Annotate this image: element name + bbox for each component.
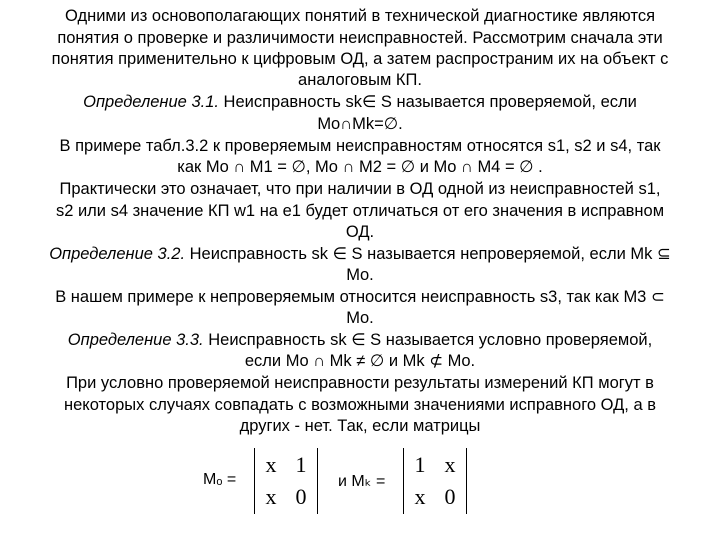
matrix-cell: 1	[414, 452, 426, 477]
mk-matrix	[403, 448, 467, 514]
mo-label: Mₒ =	[203, 471, 237, 488]
text-line: Mo∩Mk=∅.	[317, 115, 403, 133]
mk-label: и Mₖ =	[338, 473, 386, 490]
definition-title: Определение 3.1.	[83, 93, 219, 111]
matrix-cell: x	[414, 484, 426, 509]
text-line: понятия применительно к цифровым ОД, а затем распространим их на объект с	[51, 50, 669, 68]
definition-title: Определение 3.2.	[49, 245, 186, 263]
definition-text: Неисправность sk ∈ S называется условно проверяемой,	[203, 331, 653, 349]
text-line: s2 или s4 значение КП w1 на e1 будет отличаться от его значения в исправном	[55, 202, 665, 220]
text-line: В примере табл.3.2 к проверяемым неисправностям относятся s1, s2 и s4, так	[59, 137, 661, 155]
text-line: Mo.	[346, 266, 374, 284]
text-line: некоторых случаях совпадать с возможными значениями исправного ОД, а в	[64, 396, 656, 414]
text-line: ОД.	[345, 223, 375, 241]
definition-text: Неисправность sk ∈ S называется непроверяемой, если Mk ⊆	[185, 245, 671, 263]
definition-3-2	[0, 244, 720, 265]
matrix-equation	[0, 448, 720, 518]
matrix-cell: x	[265, 452, 277, 477]
text-line: если Mo ∩ Mk ≠ ∅ и Mk ⊄ Mo.	[244, 352, 476, 370]
text-line: как Mo ∩ M1 = ∅, Mo ∩ M2 = ∅ и Mo ∩ M4 = ∅ .	[177, 158, 543, 176]
definition-3-3	[0, 330, 720, 351]
text-line: Mo.	[346, 309, 374, 327]
mo-matrix	[254, 448, 318, 514]
definition-text: Неисправность sk∈ S называется проверяемой, если	[218, 93, 637, 111]
definition-3-1	[0, 92, 720, 113]
text-line: понятия о проверке и различимости неисправностей. Рассмотрим сначала эти	[57, 29, 663, 47]
text-line: Одними из основополагающих понятий в технической диагностике являются	[64, 7, 656, 25]
text-line: В нашем примере к непроверяемым относится неисправность s3, так как M3 ⊂	[55, 288, 665, 306]
matrix-cell: x	[444, 452, 456, 477]
definition-title: Определение 3.3.	[67, 331, 204, 349]
text-line: других - нет. Так, если матрицы	[239, 417, 481, 435]
matrix-cell: x	[265, 484, 277, 509]
matrix-cell: 0	[444, 484, 456, 509]
matrix-cell: 0	[295, 484, 307, 509]
text-line: аналоговым КП.	[298, 71, 422, 89]
matrix-cell: 1	[295, 452, 307, 477]
text-line: При условно проверяемой неисправности результаты измерений КП могут в	[66, 374, 654, 392]
text-line: Практически это означает, что при наличии в ОД одной из неисправностей s1,	[59, 180, 661, 198]
